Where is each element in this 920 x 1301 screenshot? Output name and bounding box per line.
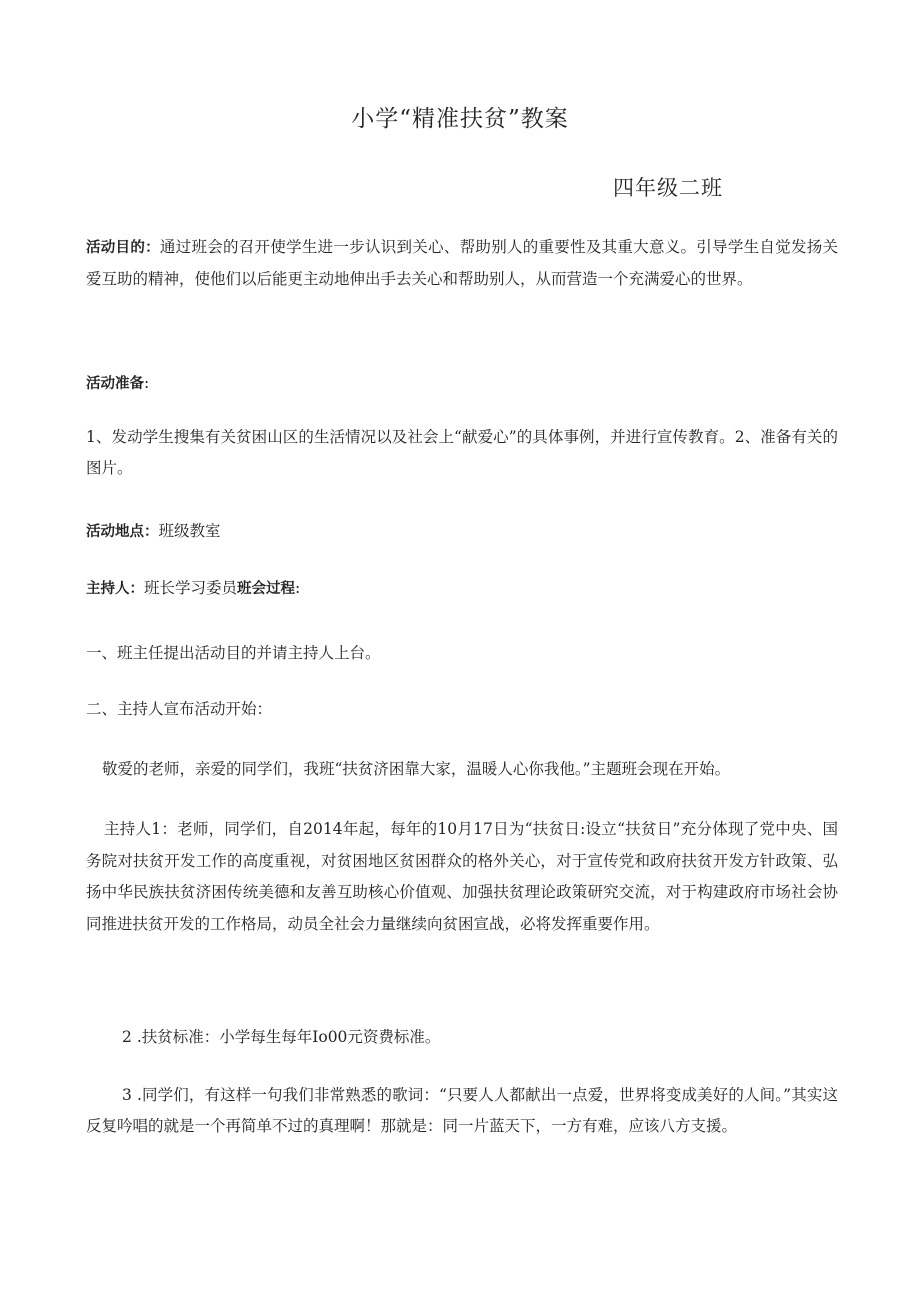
step-one: 一、班主任提出活动目的并请主持人上台。 xyxy=(86,644,381,662)
item-two-text: .扶贫标准：小学每生每年Io00元资费标准。 xyxy=(136,1028,441,1046)
item-three-number: 3 xyxy=(122,1086,132,1104)
activity-prep-label: 活动准备 xyxy=(86,376,144,392)
process-label: 班会过程 xyxy=(237,581,296,597)
activity-purpose-text: 通过班会的召开使学生进一步认识到关心、帮助别人的重要性及其重大意义。引导学生自觉发扬关爱互助的精神，使他们以后能更主动地伸出手去关心和帮助别人，从而营造一个充满爱心的世界。 xyxy=(86,238,838,288)
activity-purpose-label: 活动目的： xyxy=(86,240,160,256)
step-two: 二、主持人宣布活动开始： xyxy=(86,700,273,718)
host-paragraph xyxy=(86,573,838,605)
activity-prep-paragraph: 1、发动学生搜集有关贫困山区的生活情况以及社会上“献爱心”的具体事例，并进行宣传教育。2、准备有关的图片。 xyxy=(86,428,838,477)
item-three-paragraph xyxy=(86,1080,838,1142)
item-two-paragraph xyxy=(86,1022,838,1053)
opening-paragraph: 敬爱的老师，亲爱的同学们，我班“扶贫济困靠大家，温暖人心你我他。”主题班会现在开始。 xyxy=(102,760,731,778)
item-two-number: 2 xyxy=(122,1028,132,1046)
document-title: 小学“精准扶贫”教案 xyxy=(351,106,569,132)
activity-prep-heading xyxy=(86,368,838,400)
host-label: 主持人： xyxy=(86,581,144,597)
activity-prep-colon: : xyxy=(144,374,150,392)
class-name: 四年级二班 xyxy=(613,176,723,200)
process-colon: : xyxy=(295,579,301,597)
activity-venue-label: 活动地点： xyxy=(86,524,159,540)
activity-purpose-paragraph xyxy=(86,232,838,295)
host-text: 班长学习委员 xyxy=(144,579,238,597)
item-three-text: .同学们，有这样一句我们非常熟悉的歌词：“只要人人都献出一点爱，世界将变成美好的人间。”其实这反复吟唱的就是一个再简单不过的真理啊！那就是：同一片蓝天下，一方有难，应该八方支援。 xyxy=(86,1086,838,1135)
host1-paragraph: 主持人1：老师，同学们，自2014年起，每年的10月17日为“扶贫日:设立“扶贫日”充分体现了党中央、国务院对扶贫开发工作的高度重视，对贫困地区贫困群众的格外关心，对于宣传党和政府扶贫开发方针政策、弘扬中华民族扶贫济困传统美德和友善互助核心价值观、加强扶贫理论政策研究交流，对于构建政府市场社会协同推进扶贫开发的工作格局，动员全社会力量继续向贫困宣战，必将发挥重要作用。 xyxy=(86,820,838,933)
activity-venue-paragraph xyxy=(86,516,838,548)
activity-venue-text: 班级教室 xyxy=(158,522,221,540)
